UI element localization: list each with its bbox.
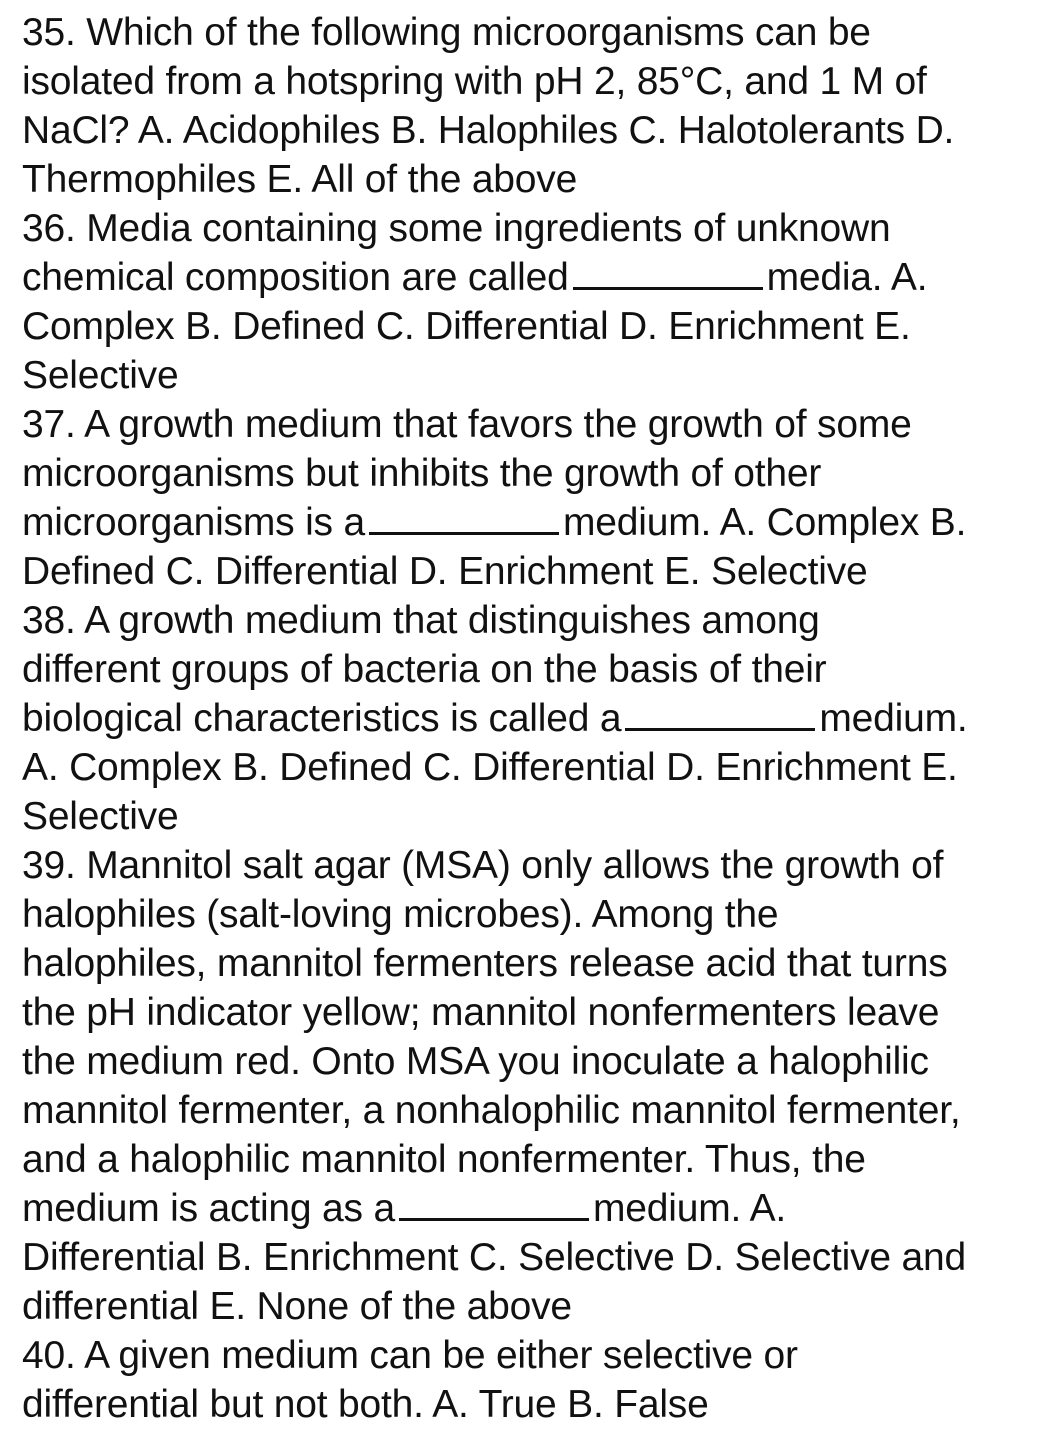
- text-before-blank: medium is acting as a: [22, 1187, 395, 1230]
- question-text-line: isolated from a hotspring with pH 2, 85°C, and 1 M of: [22, 60, 927, 103]
- question-38: [22, 596, 1062, 841]
- question-text-line-with-blank: [22, 253, 1062, 302]
- answer-blank: [573, 257, 763, 290]
- question-text-line: 40. A given medium can be either selective or: [22, 1334, 798, 1377]
- question-text-line: the medium red. Onto MSA you inoculate a halophilic: [22, 1040, 929, 1083]
- text-before-blank: chemical composition are called: [22, 256, 569, 299]
- question-40: [22, 1331, 1062, 1429]
- question-39: [22, 841, 1062, 1331]
- question-text-line: 38. A growth medium that distinguishes among: [22, 599, 820, 642]
- question-text-line: halophiles, mannitol fermenters release acid that turns: [22, 942, 948, 985]
- answer-blank: [369, 502, 559, 535]
- question-document: [22, 8, 1062, 1429]
- question-text-line: 39. Mannitol salt agar (MSA) only allows the growth of: [22, 844, 944, 887]
- question-text-line: 36. Media containing some ingredients of unknown: [22, 207, 891, 250]
- question-36: [22, 204, 1062, 400]
- question-text-line: Thermophiles E. All of the above: [22, 158, 578, 201]
- question-text-line: halophiles (salt-loving microbes). Among the: [22, 893, 779, 936]
- question-text-line: the pH indicator yellow; mannitol nonfermenters leave: [22, 991, 940, 1034]
- text-after-blank: medium. A.: [592, 1187, 787, 1230]
- question-text-line: 37. A growth medium that favors the growth of some: [22, 403, 912, 446]
- question-text-line: and a halophilic mannitol nonfermenter. Thus, the: [22, 1138, 866, 1181]
- question-text-line: microorganisms but inhibits the growth of other: [22, 452, 822, 495]
- question-text-line: Selective: [22, 795, 179, 838]
- question-text-line: Defined C. Differential D. Enrichment E. Selective: [22, 550, 868, 593]
- question-37: [22, 400, 1062, 596]
- answer-blank: [399, 1188, 589, 1221]
- question-text-line-with-blank: [22, 694, 1062, 743]
- question-text-line-with-blank: [22, 1184, 1062, 1233]
- text-after-blank: medium.: [819, 697, 968, 740]
- question-text-line: different groups of bacteria on the basis of their: [22, 648, 827, 691]
- text-after-blank: medium. A. Complex B.: [562, 501, 967, 544]
- question-text-line: differential E. None of the above: [22, 1285, 572, 1328]
- text-after-blank: media. A.: [766, 256, 928, 299]
- question-text-line: differential but not both. A. True B. False: [22, 1383, 709, 1426]
- question-35: [22, 8, 1062, 204]
- answer-blank: [625, 698, 815, 731]
- question-text-line: 35. Which of the following microorganisms can be: [22, 11, 871, 54]
- question-text-line: mannitol fermenter, a nonhalophilic mannitol fermenter,: [22, 1089, 961, 1132]
- text-before-blank: microorganisms is a: [22, 501, 365, 544]
- question-text-line: Selective: [22, 354, 179, 397]
- question-text-line: A. Complex B. Defined C. Differential D. Enrichment E.: [22, 746, 958, 789]
- text-before-blank: biological characteristics is called a: [22, 697, 622, 740]
- question-text-line: NaCl? A. Acidophiles B. Halophiles C. Halotolerants D.: [22, 109, 955, 152]
- question-text-line-with-blank: [22, 498, 1062, 547]
- question-text-line: Complex B. Defined C. Differential D. Enrichment E.: [22, 305, 911, 348]
- question-text-line: Differential B. Enrichment C. Selective D. Selective and: [22, 1236, 967, 1279]
